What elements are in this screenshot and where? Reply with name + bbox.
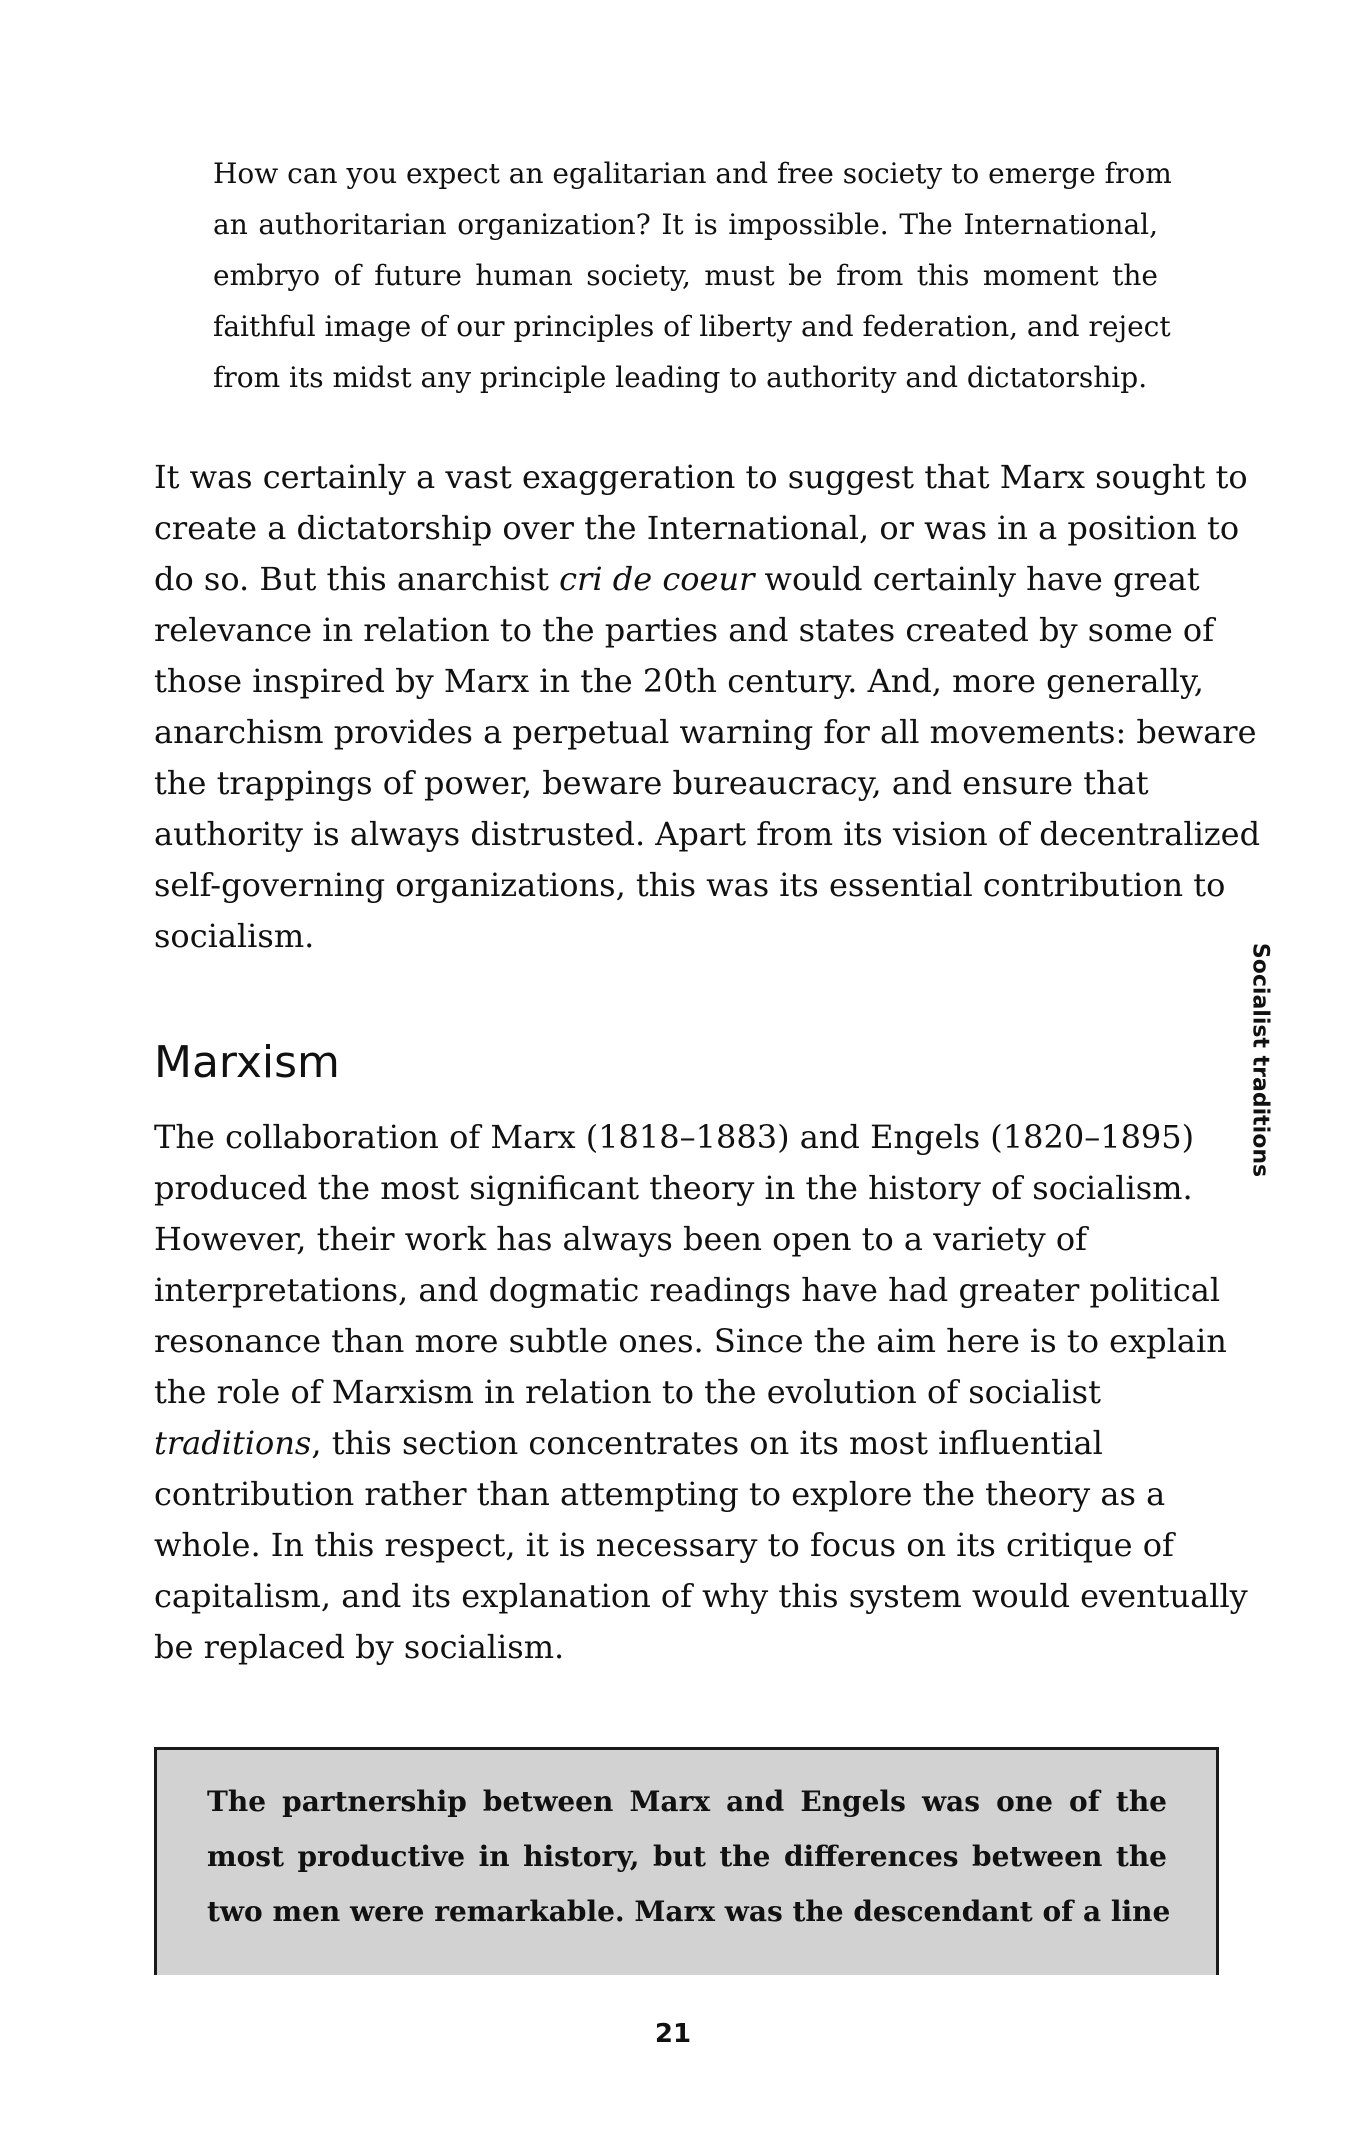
quote-line: from its midst any principle leading to authority and dictatorship. [213,361,1148,394]
shaded-box-text [207,1774,1171,1939]
text-line: whole. In this respect, it is necessary to focus on its critique of [154,1526,1174,1564]
block-quote [213,148,1172,403]
text-line: However, their work has always been open to a variety of [154,1220,1087,1258]
text-line: the role of Marxism in relation to the evolution of socialist [154,1373,1101,1411]
text-line: authority is always distrusted. Apart from its vision of decentralized [154,815,1261,853]
section-heading: Marxism [154,1037,340,1088]
text-line: The collaboration of Marx (1818–1883) and Engels (1820–1895) [154,1118,1195,1156]
paragraph-anarchism-conclusion [154,452,1261,962]
text-line: interpretations, and dogmatic readings have had greater political [154,1271,1221,1309]
quote-line: faithful image of our principles of liberty and federation, and reject [213,310,1171,343]
text-run: would certainly have great [754,560,1200,598]
text-line: resonance than more subtle ones. Since the aim here is to explain [154,1322,1227,1360]
paragraph-marxism-intro [154,1112,1248,1673]
quote-line: How can you expect an egalitarian and free society to emerge from [213,157,1172,190]
text-line: capitalism, and its explanation of why this system would eventually [154,1577,1248,1615]
shaded-text-box [154,1747,1219,1975]
text-line: anarchism provides a perpetual warning for all movements: beware [154,713,1257,751]
text-line: socialism. [154,917,315,955]
text-line: produced the most significant theory in the history of socialism. [154,1169,1193,1207]
quote-line: an authoritarian organization? It is impossible. The International, [213,208,1158,241]
text-line: self-governing organizations, this was its essential contribution to [154,866,1226,904]
running-section-label-text: Socialist traditions [1247,942,1273,1178]
text-line: those inspired by Marx in the 20th century. And, more generally, [154,662,1204,700]
text-run: , this section concentrates on its most influential [311,1424,1103,1462]
text-line [154,1418,1214,1469]
italic-phrase: traditions [154,1424,312,1462]
box-line: most productive in history, but the differences between the [207,1840,1167,1873]
text-line: contribution rather than attempting to explore the theory as a [154,1475,1166,1513]
running-section-label [1240,942,1280,1178]
text-line: It was certainly a vast exaggeration to suggest that Marx sought to [154,458,1248,496]
box-line: The partnership between Marx and Engels was one of the [207,1785,1167,1818]
text-line: create a dictatorship over the International, or was in a position to [154,509,1240,547]
box-line: two men were remarkable. Marx was the descendant of a line [207,1895,1171,1928]
quote-line: embryo of future human society, must be from this moment the [213,259,1158,292]
text-run: do so. But this anarchist [154,560,560,598]
text-line: be replaced by socialism. [154,1628,565,1666]
italic-phrase: cri de coeur [559,560,755,598]
text-line: the trappings of power, beware bureaucracy, and ensure that [154,764,1149,802]
text-line [154,554,1214,605]
text-line: relevance in relation to the parties and states created by some of [154,611,1215,649]
page-number: 21 [654,2019,692,2049]
